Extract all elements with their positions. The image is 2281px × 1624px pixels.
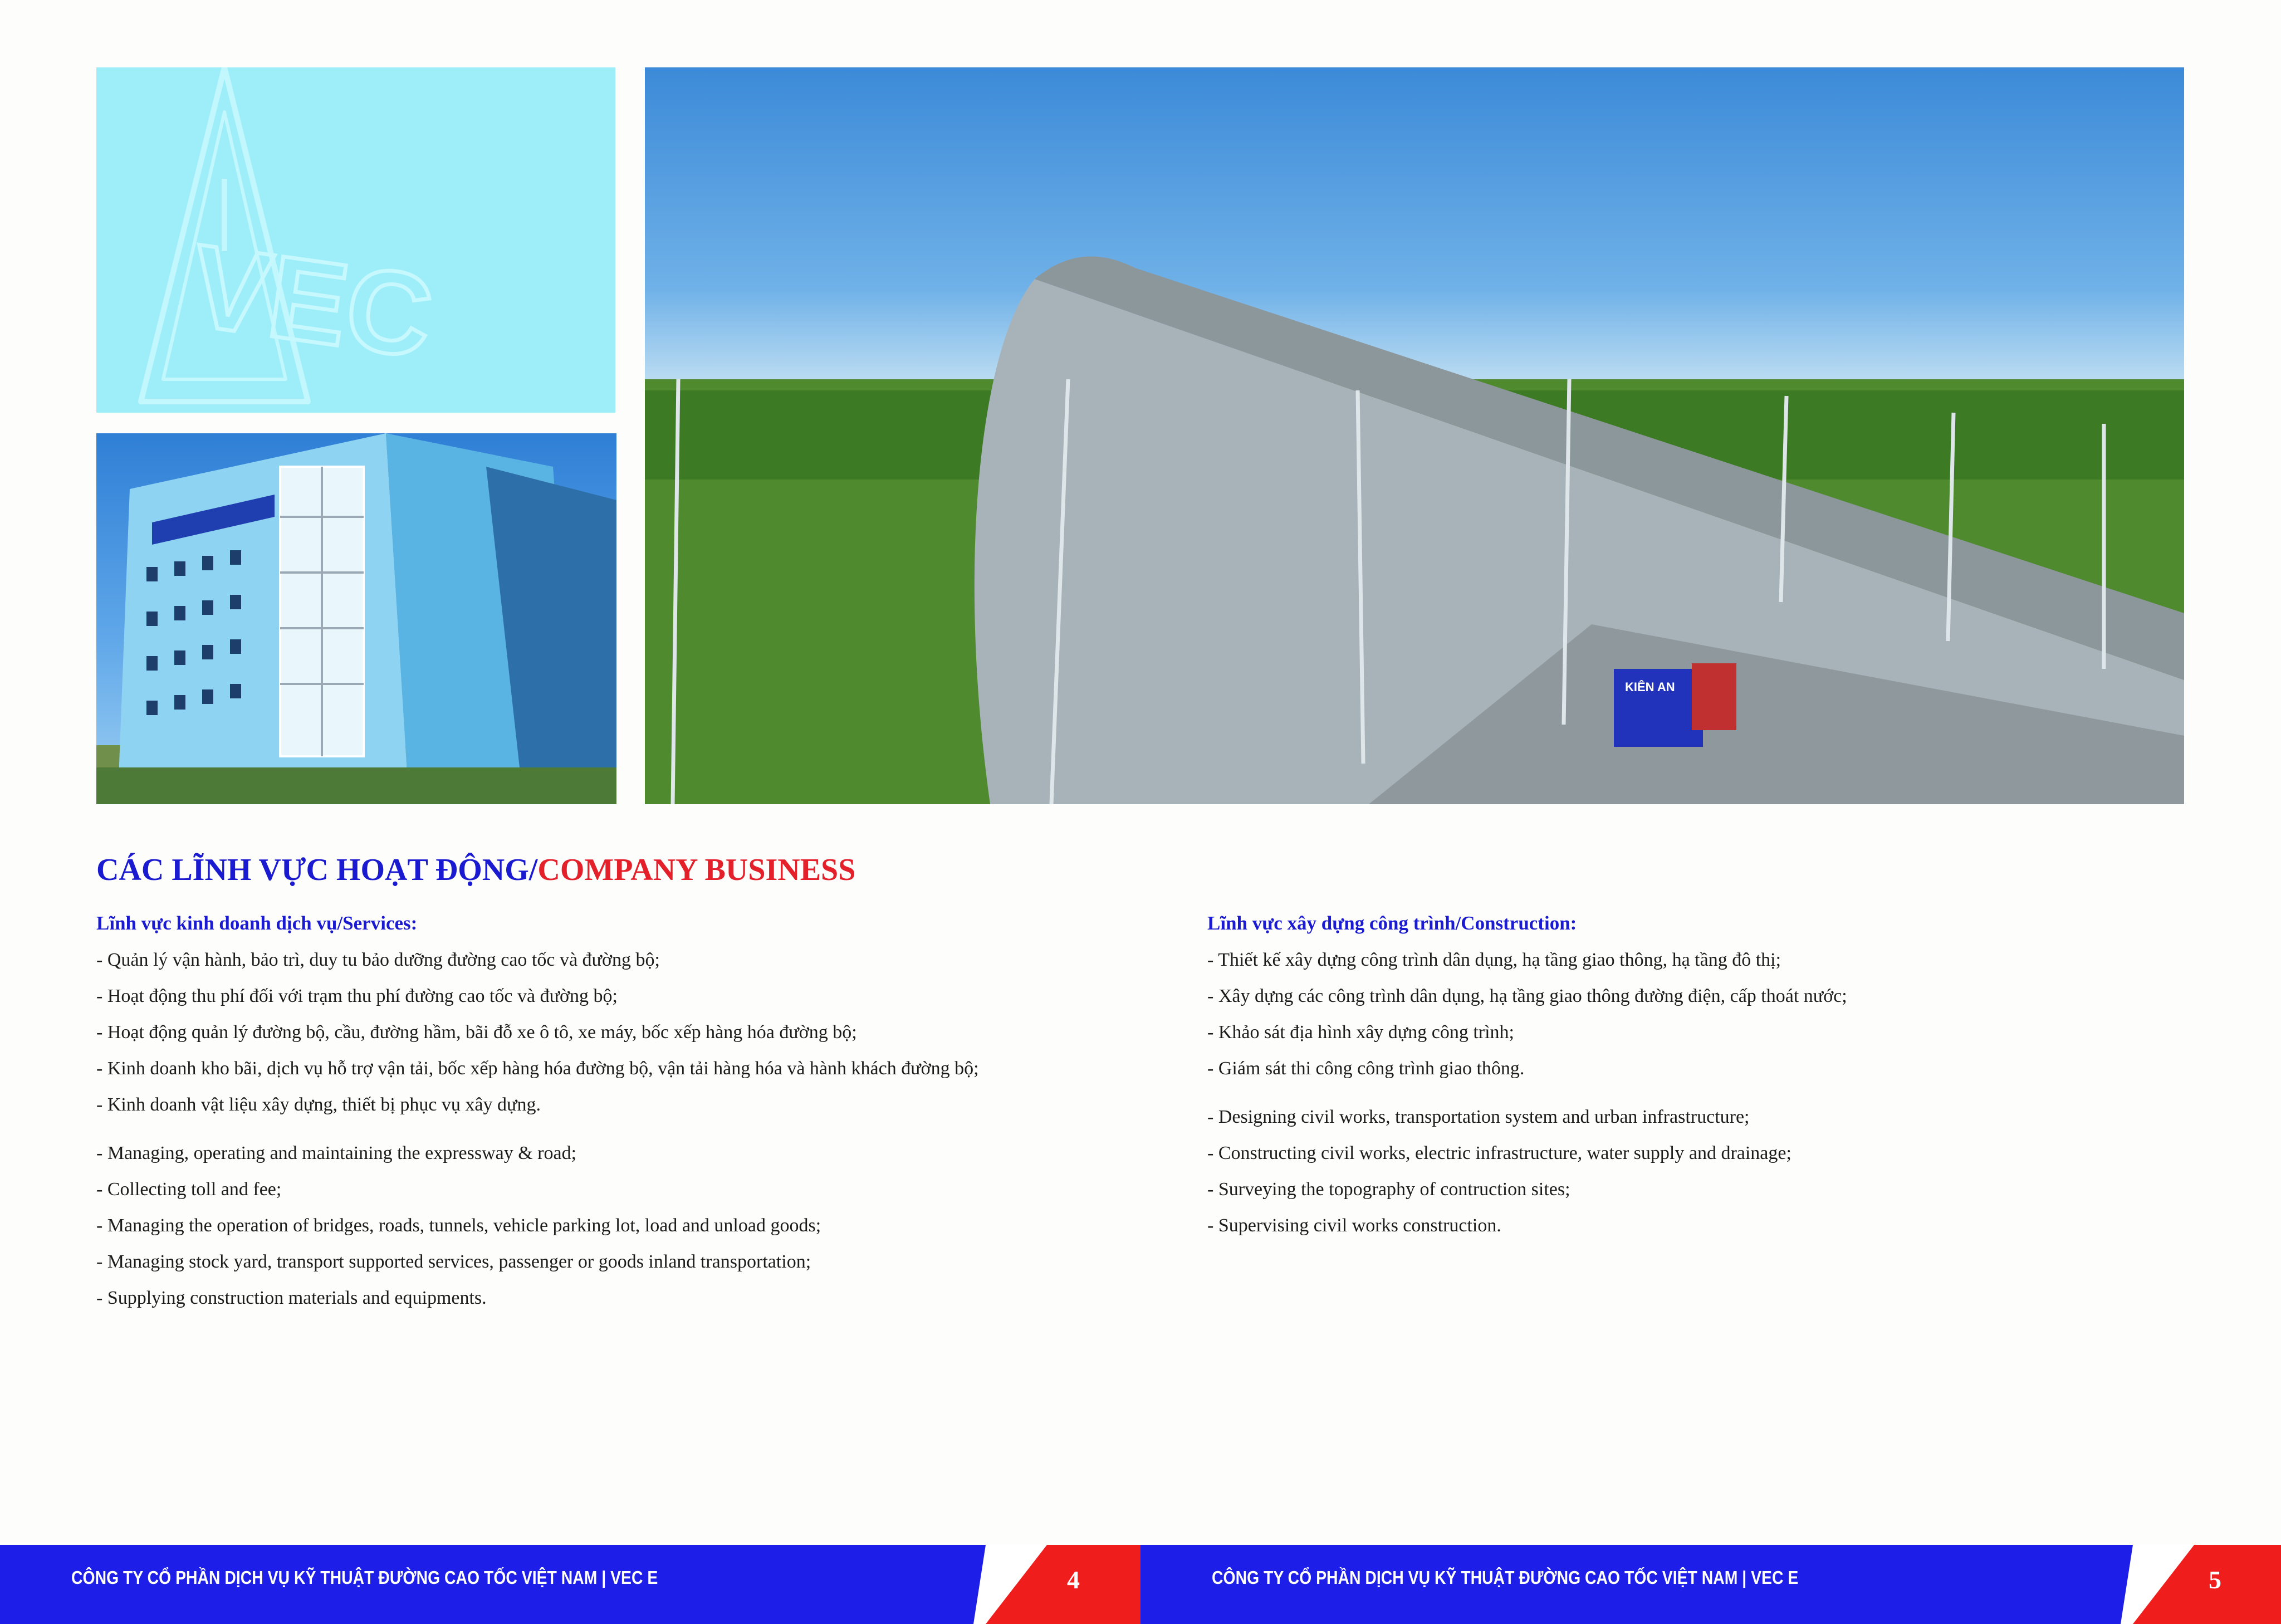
construction-heading: Lĩnh vực xây dựng công trình/Construction: bbox=[1207, 912, 1577, 934]
list-item: - Surveying the topography of contruction sites; bbox=[1207, 1179, 1570, 1200]
list-item: - Kinh doanh kho bãi, dịch vụ hỗ trợ vận tải, bốc xếp hàng hóa đường bộ, vận tải hàng hóa và hành khách đường bộ; bbox=[96, 1058, 979, 1079]
services-heading: Lĩnh vực kinh doanh dịch vụ/Services: bbox=[96, 912, 418, 934]
section-title-vi: CÁC LĨNH VỰC HOẠT ĐỘNG/ bbox=[96, 853, 538, 887]
footer-company-left: CÔNG TY CỔ PHẦN DỊCH VỤ KỸ THUẬT ĐƯỜNG CAO TỐC VIỆT NAM | VEC E bbox=[71, 1567, 658, 1588]
list-item: - Xây dựng các công trình dân dụng, hạ tầng giao thông đường điện, cấp thoát nước; bbox=[1207, 986, 1847, 1006]
expressway-bridge-photo bbox=[645, 67, 2184, 804]
office-building-photo bbox=[96, 433, 616, 804]
list-item: - Quản lý vận hành, bảo trì, duy tu bảo dưỡng đường cao tốc và đường bộ; bbox=[96, 950, 660, 970]
footer-company-right: CÔNG TY CỔ PHẦN DỊCH VỤ KỸ THUẬT ĐƯỜNG CAO TỐC VIỆT NAM | VEC E bbox=[1212, 1567, 1799, 1588]
section-title-en: COMPANY BUSINESS bbox=[537, 853, 856, 887]
list-item: - Hoạt động quản lý đường bộ, cầu, đường hầm, bãi đỗ xe ô tô, xe máy, bốc xếp hàng hóa đường bộ; bbox=[96, 1022, 857, 1043]
list-item: - Collecting toll and fee; bbox=[96, 1179, 282, 1200]
list-item: - Khảo sát địa hình xây dựng công trình; bbox=[1207, 1022, 1514, 1043]
truck-label: KIÊN AN bbox=[1625, 680, 1675, 694]
logo-lettering: VEC bbox=[183, 219, 440, 383]
list-item: - Hoạt động thu phí đối với trạm thu phí đường cao tốc và đường bộ; bbox=[96, 986, 618, 1006]
list-item: - Designing civil works, transportation system and urban infrastructure; bbox=[1207, 1107, 1750, 1127]
list-item: - Constructing civil works, electric infrastructure, water supply and drainage; bbox=[1207, 1143, 1791, 1163]
list-item: - Giám sát thi công công trình giao thông. bbox=[1207, 1058, 1525, 1079]
page-number-right: 5 bbox=[2209, 1566, 2221, 1594]
logo-panel bbox=[96, 67, 615, 413]
list-item: - Managing, operating and maintaining the expressway & road; bbox=[96, 1143, 577, 1163]
list-item: - Kinh doanh vật liệu xây dựng, thiết bị phục vụ xây dựng. bbox=[96, 1094, 541, 1115]
list-item: - Managing the operation of bridges, roads, tunnels, vehicle parking lot, load and unload goods; bbox=[96, 1215, 821, 1236]
page-number-left: 4 bbox=[1067, 1566, 1080, 1594]
list-item: - Thiết kế xây dựng công trình dân dụng, hạ tầng giao thông, hạ tầng đô thị; bbox=[1207, 950, 1781, 970]
list-item: - Managing stock yard, transport supported services, passenger or goods inland transportation; bbox=[96, 1251, 811, 1272]
footer-bar bbox=[0, 1545, 2281, 1624]
list-item: - Supplying construction materials and equipments. bbox=[96, 1288, 487, 1308]
list-item: - Supervising civil works construction. bbox=[1207, 1215, 1501, 1236]
section-title bbox=[96, 852, 855, 888]
vec-logo-watermark bbox=[96, 67, 615, 413]
